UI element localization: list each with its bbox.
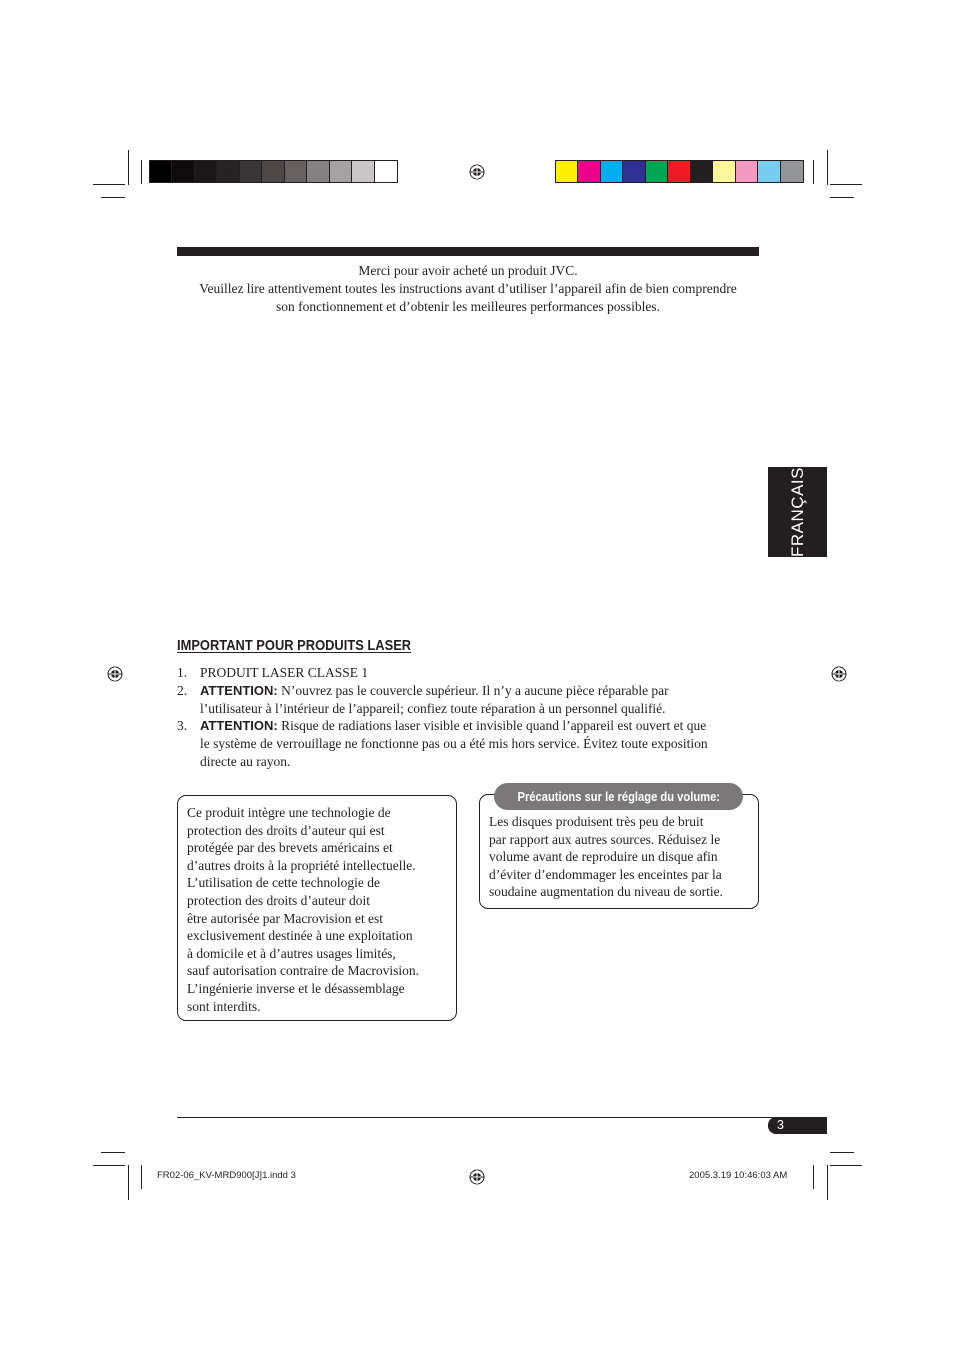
gray-swatch [330, 161, 352, 182]
crop-mark [830, 1165, 862, 1166]
list-text: directe au rayon. [200, 753, 291, 769]
crop-mark [830, 1152, 854, 1153]
footer-timestamp: 2005.3.19 10:46:03 AM [689, 1170, 788, 1181]
list-number: 2. [177, 682, 188, 698]
gray-swatch [150, 161, 172, 182]
attention-label: ATTENTION: [200, 718, 278, 734]
page-number: 3 [768, 1117, 827, 1134]
crop-mark [813, 160, 814, 184]
box-text-line: volume avant de reproduire un disque afin [489, 849, 718, 865]
attention-label: ATTENTION: [200, 682, 278, 698]
footer-rule [177, 1117, 827, 1118]
gray-ramp-color-bar [149, 160, 398, 183]
footer-file-name: FR02-06_KV-MRD900[J]1.indd 3 [157, 1170, 296, 1181]
list-text: Risque de radiations laser visible et invisible quand l’appareil est ouvert et que [277, 718, 707, 734]
box-text-line: sauf autorisation contraire de Macrovision. [187, 963, 420, 979]
crop-mark [141, 1165, 142, 1189]
pink-swatch [736, 161, 758, 182]
section-title: IMPORTANT POUR PRODUITS LASER [177, 637, 412, 654]
box-text-line: protection des droits d’auteur doit [187, 892, 370, 908]
intro-line: Veuillez lire attentivement toutes les instructions avant d’utiliser l’appareil afin de bien comprendre [199, 281, 737, 296]
box-text-line: exclusivement destinée à une exploitation [187, 928, 413, 944]
crop-mark [128, 1165, 129, 1200]
gray-swatch [781, 161, 803, 182]
crop-mark [827, 150, 828, 185]
registration-mark-icon [831, 666, 847, 682]
box-text-line: L’ingénierie inverse et le désassemblage [187, 980, 405, 996]
gray-swatch [262, 161, 284, 182]
crop-mark [101, 1152, 125, 1153]
light-cyan-swatch [758, 161, 780, 182]
crop-mark [141, 160, 142, 184]
list-text: le système de verrouillage ne fonctionne pas ou a été mis hors service. Évitez toute exposition [200, 736, 708, 752]
list-item [177, 682, 757, 718]
gray-swatch [195, 161, 217, 182]
gray-swatch [375, 161, 397, 182]
box-text-line: protection des droits d’auteur qui est [187, 822, 385, 838]
box-text-line: d’éviter d’endommager les enceintes par la [489, 866, 722, 882]
laser-warning-list [177, 664, 757, 771]
registration-mark-icon [469, 1169, 485, 1185]
gray-swatch [352, 161, 374, 182]
blue-swatch [623, 161, 645, 182]
registration-mark-icon [107, 666, 123, 682]
intro-line: Merci pour avoir acheté un produit JVC. [358, 263, 578, 278]
crop-mark [830, 197, 854, 198]
crop-mark [827, 1165, 828, 1200]
list-item [177, 717, 757, 770]
list-text: PRODUIT LASER CLASSE 1 [200, 665, 369, 680]
red-swatch [668, 161, 690, 182]
yellow-swatch [556, 161, 578, 182]
crop-mark [93, 184, 125, 185]
registration-mark-icon [469, 164, 485, 180]
box-text-line: être autorisée par Macrovision et est [187, 910, 384, 926]
macrovision-notice-box [177, 795, 457, 1021]
list-text: l’utilisateur à l’intérieur de l’appareil; confiez toute réparation à un personnel qualifié. [200, 700, 666, 716]
list-item [177, 664, 757, 682]
header-rule [177, 247, 759, 256]
process-color-bar [555, 160, 804, 183]
crop-mark [128, 150, 129, 185]
crop-mark [830, 184, 862, 185]
intro-line: son fonctionnement et d’obtenir les meilleures performances possibles. [276, 299, 660, 314]
green-swatch [646, 161, 668, 182]
gray-swatch [240, 161, 262, 182]
box-text-line: Ce produit intègre une technologie de [187, 805, 391, 820]
cyan-swatch [601, 161, 623, 182]
crop-mark [101, 197, 125, 198]
language-tab-label: FRANÇAIS [787, 467, 807, 557]
box-text-line: sont interdits. [187, 998, 261, 1014]
volume-precaution-title-text: Précautions sur le réglage du volume: [517, 789, 720, 804]
crop-mark [813, 1165, 814, 1189]
gray-swatch [172, 161, 194, 182]
box-text-line: protégée par des brevets américains et [187, 840, 393, 856]
crop-mark [93, 1165, 125, 1166]
volume-precaution-title [494, 783, 743, 810]
language-tab [768, 467, 827, 557]
box-text-line: L’utilisation de cette technologie de [187, 875, 380, 891]
list-number: 3. [177, 718, 188, 734]
volume-precaution-box [479, 794, 759, 909]
box-text-line: à domicile et à d’autres usages limités, [187, 945, 396, 961]
light-yellow-swatch [713, 161, 735, 182]
gray-swatch [217, 161, 239, 182]
box-text-line: soudaine augmentation du niveau de sortie. [489, 884, 723, 900]
gray-swatch [307, 161, 329, 182]
magenta-swatch [578, 161, 600, 182]
intro-paragraph [177, 262, 759, 316]
box-text-line: Les disques produisent très peu de bruit [489, 814, 704, 829]
box-text-line: d’autres droits à la propriété intellectuelle. [187, 857, 416, 873]
list-number: 1. [177, 665, 188, 680]
black-swatch [691, 161, 713, 182]
list-text: N’ouvrez pas le couvercle supérieur. Il n’y a aucune pièce réparable par [277, 682, 669, 698]
box-text-line: par rapport aux autres sources. Réduisez le [489, 831, 721, 847]
gray-swatch [285, 161, 307, 182]
